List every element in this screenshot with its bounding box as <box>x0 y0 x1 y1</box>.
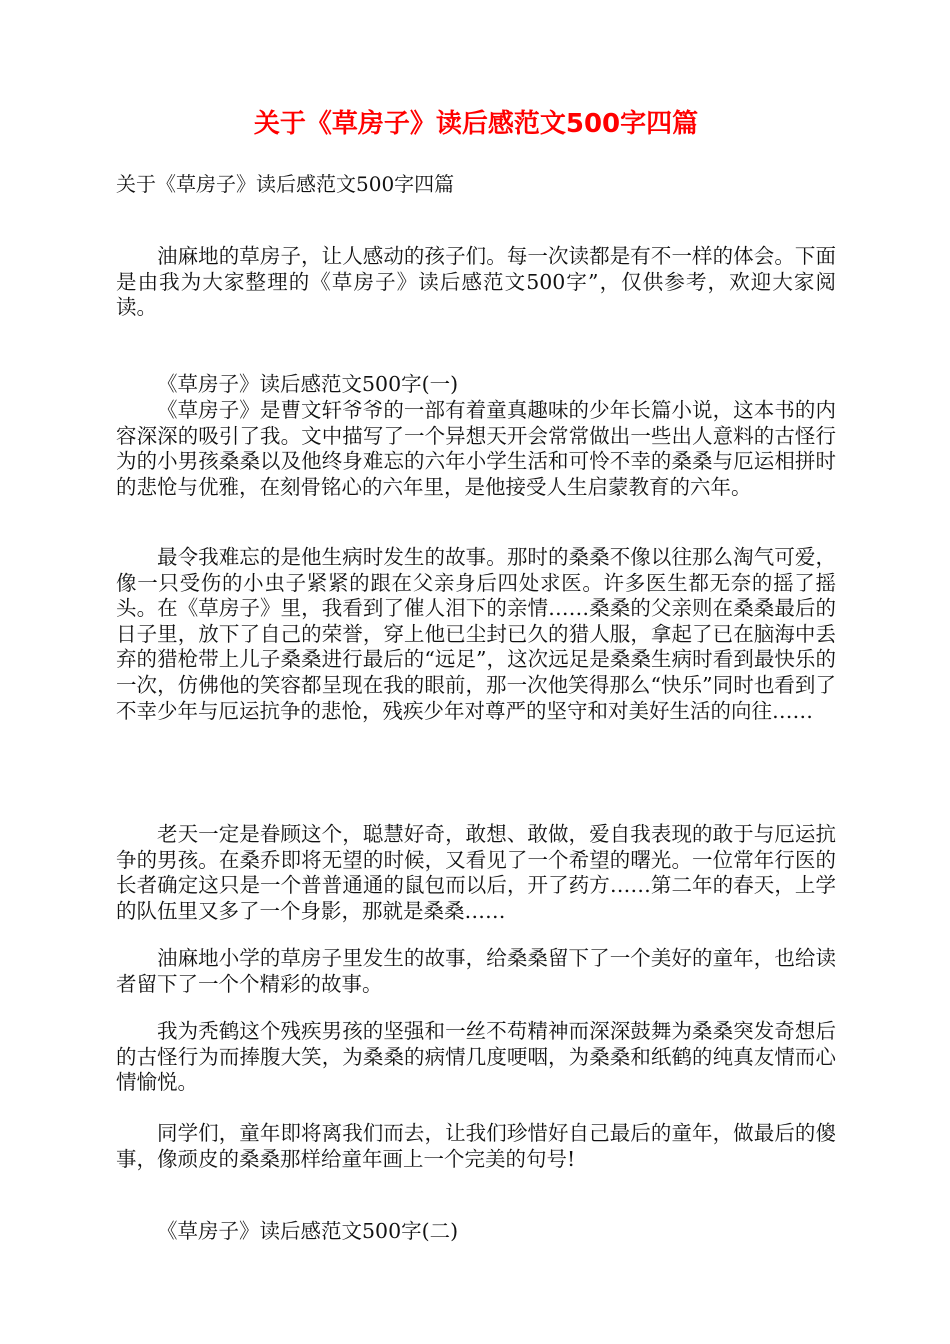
section-1-heading: 《草房子》读后感范文500字(一) <box>157 372 459 396</box>
section-1-paragraph-1: 《草房子》是曹文轩爷爷的一部有着童真趣味的少年长篇小说，这本书的内容深深的吸引了我。文中描写了一个异想天开会常常做出一些出人意料的古怪行为的小男孩桑桑以及他终身难忘的六年小学生活和可怜不幸的桑桑与厄运相拼时的悲怆与优雅，在刻骨铭心的六年里，是他接受人生启蒙教育的六年。 <box>116 398 836 499</box>
section-1-paragraph-3: 老天一定是眷顾这个，聪慧好奇，敢想、敢做，爱自我表现的敢于与厄运抗争的男孩。在桑乔即将无望的时候，又看见了一个希望的曙光。一位常年行医的长者确定这只是一个普普通通的鼠包而以后，开了药方……第二年的春天，上学的队伍里又多了一个身影，那就是桑桑…… <box>116 822 836 923</box>
section-1-paragraph-5: 我为秃鹤这个残疾男孩的坚强和一丝不苟精神而深深鼓舞为桑桑突发奇想后的古怪行为而捧腹大笑，为桑桑的病情几度哽咽，为桑桑和纸鹤的纯真友情而心情愉悦。 <box>116 1019 836 1095</box>
section-1-paragraph-6: 同学们，童年即将离我们而去，让我们珍惜好自己最后的童年，做最后的傻事，像顽皮的桑桑那样给童年画上一个完美的句号! <box>116 1121 836 1171</box>
document-title: 关于《草房子》读后感范文500字四篇 <box>253 109 699 139</box>
document-page <box>116 0 836 1344</box>
section-1-paragraph-4: 油麻地小学的草房子里发生的故事，给桑桑留下了一个美好的童年，也给读者留下了一个个精彩的故事。 <box>116 946 836 996</box>
section-2-heading: 《草房子》读后感范文500字(二) <box>157 1219 459 1243</box>
intro-paragraph: 油麻地的草房子，让人感动的孩子们。每一次读都是有不一样的体会。下面是由我为大家整理的《草房子》读后感范文500字”，仅供参考，欢迎大家阅读。 <box>116 244 836 320</box>
document-subtitle: 关于《草房子》读后感范文500字四篇 <box>116 172 455 196</box>
section-1-paragraph-2: 最令我难忘的是他生病时发生的故事。那时的桑桑不像以往那么淘气可爱，像一只受伤的小虫子紧紧的跟在父亲身后四处求医。许多医生都无奈的摇了摇头。在《草房子》里，我看到了催人泪下的亲情……桑桑的父亲则在桑桑最后的日子里，放下了自己的荣誉，穿上他已尘封已久的猎人服，拿起了已在脑海中丢弃的猎枪带上儿子桑桑进行最后的“远足”，这次远足是桑桑生病时看到最快乐的一次，仿佛他的笑容都呈现在我的眼前，那一次他笑得那么“快乐”同时也看到了不幸少年与厄运抗争的悲怆，残疾少年对尊严的坚守和对美好生活的向往…… <box>116 545 836 723</box>
